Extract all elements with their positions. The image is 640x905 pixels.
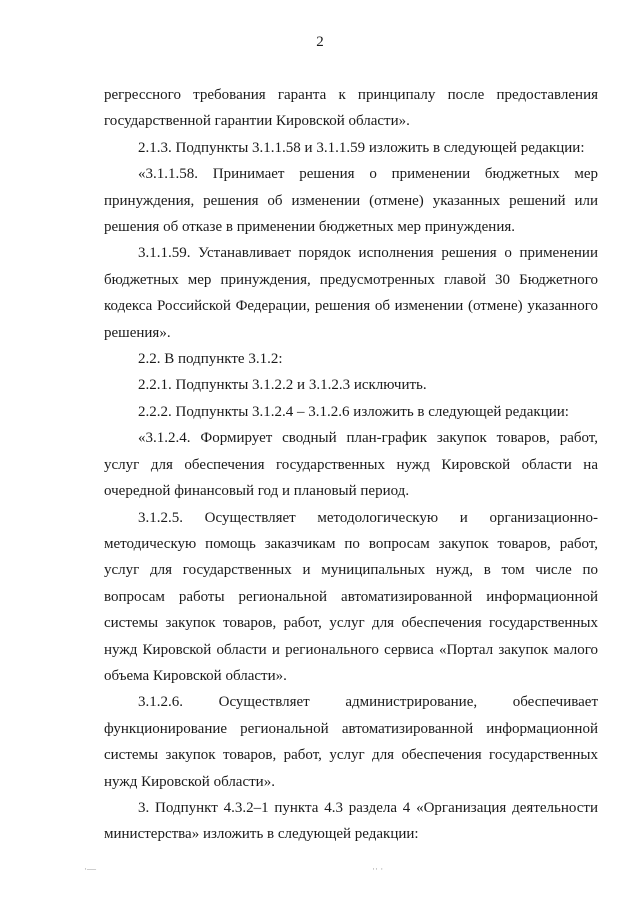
document-body [104,82,598,848]
scan-mark-right: ·· · [372,864,384,874]
paragraph-2-1-3: 2.1.3. Подпункты 3.1.1.58 и 3.1.1.59 изложить в следующей редакции: [138,139,585,156]
paragraph-continuation: регрессного требования гаранта к принципалу после предоставления государственной гарантии Кировской области». [104,87,598,130]
paragraph-3-1-2-5: 3.1.2.5. Осуществляет методологическую и организационно-методическую помощь заказчикам по вопросам закупок товаров, работ, услуг для государственных и муниципальных нужд, в том числе по вопросам работы региональной автоматизированной информационной системы закупок товаров, работ, услуг для обеспечения государственных нужд Кировской области и регионального сервиса «Портал закупок малого объема Кировской области». [104,509,598,684]
paragraph-2-2-1: 2.2.1. Подпункты 3.1.2.2 и 3.1.2.3 исключить. [138,377,427,394]
paragraph-2-2-2: 2.2.2. Подпункты 3.1.2.4 – 3.1.2.6 изложить в следующей редакции: [138,403,569,420]
scan-mark-left: ·— [84,864,96,874]
paragraph-3-1-2-4: «3.1.2.4. Формирует сводный план-график закупок товаров, работ, услуг для обеспечения государственных нужд Кировской области на очередной финансовый год и плановый период. [104,430,598,500]
paragraph-3-1-2-6: 3.1.2.6. Осуществляет администрирование, обеспечивает функционирование региональной автоматизированной информационной системы закупок товаров, работ, услуг для обеспечения государственных нужд Кировской области». [104,694,598,790]
paragraph-3: 3. Подпункт 4.3.2–1 пункта 4.3 раздела 4 «Организация деятельности министерства» изложить в следующей редакции: [104,799,598,843]
paragraph-3-1-1-59: 3.1.1.59. Устанавливает порядок исполнения решения о применении бюджетных мер принуждения, предусмотренных главой 30 Бюджетного кодекса Российской Федерации, решения об изменении (отмене) указанного решения». [104,245,598,341]
page-number: 2 [316,34,324,50]
paragraph-2-2: 2.2. В подпункте 3.1.2: [138,351,283,368]
paragraph-3-1-1-58: «3.1.1.58. Принимает решения о применении бюджетных мер принуждения, решения об изменении (отмене) указанных решений или решения об отказе в применении бюджетных мер принуждения. [104,166,598,236]
